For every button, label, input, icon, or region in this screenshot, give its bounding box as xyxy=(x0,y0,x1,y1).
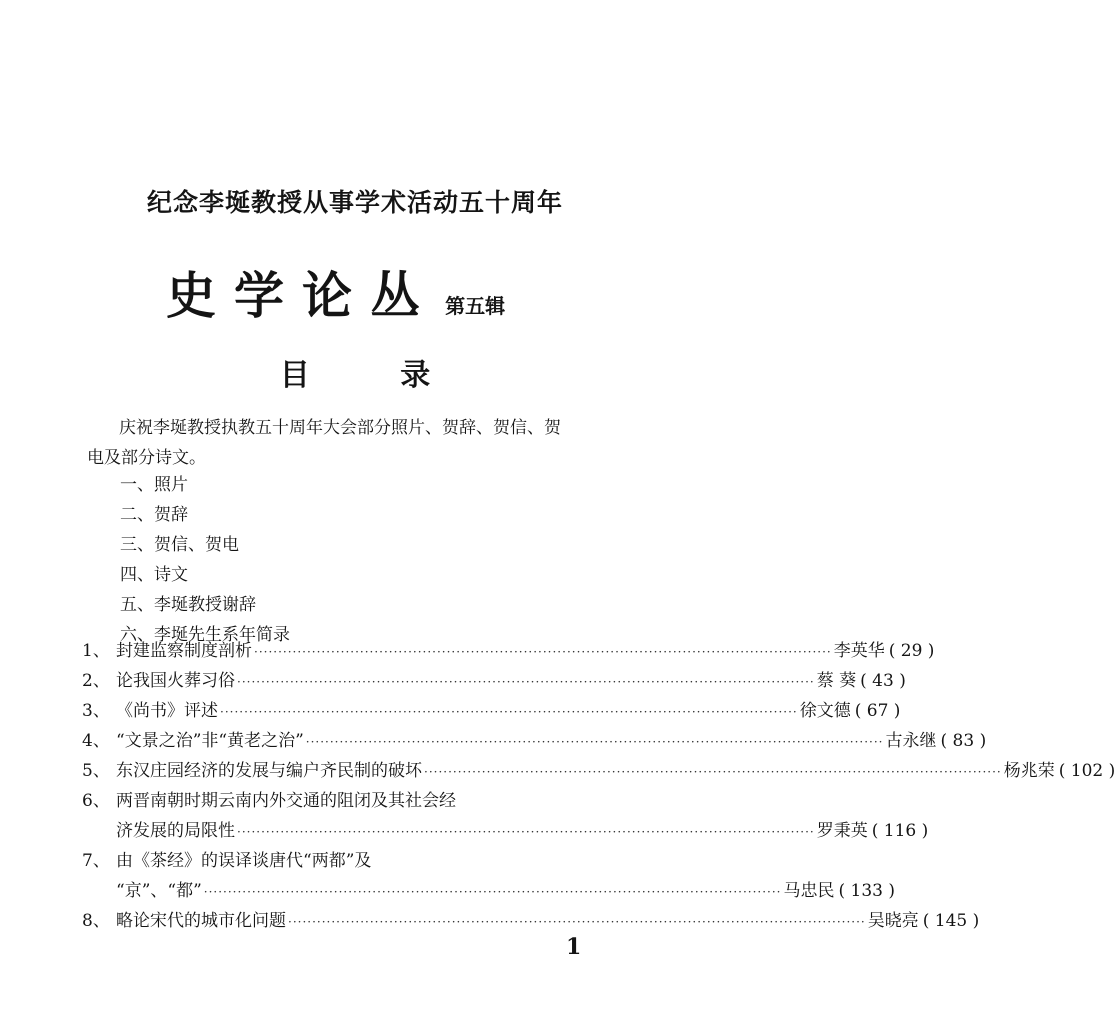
sub-item: 六、李埏先生系年简录 xyxy=(120,625,290,645)
entry-page: ( 102 ) xyxy=(1058,761,1115,781)
title-row xyxy=(166,256,505,328)
entry-page: ( 116 ) xyxy=(871,821,929,841)
entry-author: 杨兆荣 xyxy=(1003,761,1055,781)
leader-dots: ························································································································ xyxy=(254,645,832,659)
dedication-line: 纪念李埏教授从事学术活动五十周年 xyxy=(146,188,563,217)
entry-title: 《尚书》评述 xyxy=(116,701,218,721)
entry-title-continuation: “京”、“都” xyxy=(116,881,202,901)
entry-title: 封建监察制度剖析 xyxy=(116,641,252,661)
toc-entry xyxy=(82,786,602,816)
toc-entry-continuation xyxy=(82,876,896,906)
entry-number: 8、 xyxy=(82,911,110,931)
entry-author: 马忠民 xyxy=(783,881,835,901)
book-title: 史学论丛 xyxy=(166,266,438,325)
page-number: 1 xyxy=(566,934,582,960)
toc-entry xyxy=(82,756,1115,786)
entry-title: 略论宋代的城市化问题 xyxy=(116,911,286,931)
leader-dots: ························································································································ xyxy=(203,885,782,899)
sub-item: 一、照片 xyxy=(120,475,188,495)
entry-title-continuation: 济发展的局限性 xyxy=(116,821,235,841)
intro-line: 电及部分诗文。 xyxy=(87,448,206,468)
entry-author: 罗秉英 xyxy=(816,821,868,841)
entry-author: 李英华 xyxy=(833,641,885,661)
toc-entry xyxy=(82,846,602,876)
sub-item: 四、诗文 xyxy=(120,565,188,585)
toc-list xyxy=(82,636,1115,936)
sub-item-list xyxy=(120,470,290,650)
entry-author: 古永继 xyxy=(885,731,937,751)
entry-title: 论我国火葬习俗 xyxy=(116,671,235,691)
leader-dots: ························································································································ xyxy=(288,915,866,929)
entry-author: 蔡 葵 xyxy=(816,671,857,691)
leader-dots: ························································································································ xyxy=(237,825,815,839)
entry-number: 4、 xyxy=(82,731,110,751)
entry-number: 2、 xyxy=(82,671,110,691)
sub-item: 三、贺信、贺电 xyxy=(120,535,239,555)
entry-number: 7、 xyxy=(82,851,110,871)
entry-page: ( 145 ) xyxy=(922,911,980,931)
entry-title: “文景之治”非“黄老之治” xyxy=(116,731,304,751)
toc-heading: 目 录 xyxy=(279,358,471,393)
sub-item: 二、贺辞 xyxy=(120,505,188,525)
entry-page: ( 133 ) xyxy=(838,881,896,901)
entry-title: 两晋南朝时期云南内外交通的阻闭及其社会经 xyxy=(116,791,456,811)
intro-line: 庆祝李埏教授执教五十周年大会部分照片、贺辞、贺信、贺 xyxy=(119,418,561,438)
entry-page: ( 67 ) xyxy=(854,701,901,721)
toc-entry xyxy=(82,696,901,726)
leader-dots: ························································································································ xyxy=(424,765,1002,779)
entry-number: 1、 xyxy=(82,641,110,661)
toc-entry xyxy=(82,666,906,696)
entry-author: 徐文德 xyxy=(799,701,851,721)
entry-page: ( 29 ) xyxy=(888,641,935,661)
entry-number: 5、 xyxy=(82,761,110,781)
entry-author: 吴晓亮 xyxy=(867,911,919,931)
entry-page: ( 83 ) xyxy=(940,731,987,751)
toc-entry xyxy=(82,726,987,756)
volume-label: 第五辑 xyxy=(445,294,506,318)
leader-dots: ························································································································ xyxy=(237,675,815,689)
entry-number: 6、 xyxy=(82,791,110,811)
entry-title: 东汉庄园经济的发展与编户齐民制的破坏 xyxy=(116,761,422,781)
toc-entry xyxy=(82,636,935,666)
sub-item: 五、李埏教授谢辞 xyxy=(120,595,256,615)
leader-dots: ························································································································ xyxy=(305,735,884,749)
entry-page: ( 43 ) xyxy=(860,671,906,691)
intro-paragraph xyxy=(87,413,607,473)
toc-entry xyxy=(82,906,980,936)
leader-dots: ························································································································ xyxy=(220,705,798,719)
entry-number: 3、 xyxy=(82,701,110,721)
toc-entry-continuation xyxy=(82,816,929,846)
entry-title: 由《茶经》的误译谈唐代“两都”及 xyxy=(116,851,372,871)
